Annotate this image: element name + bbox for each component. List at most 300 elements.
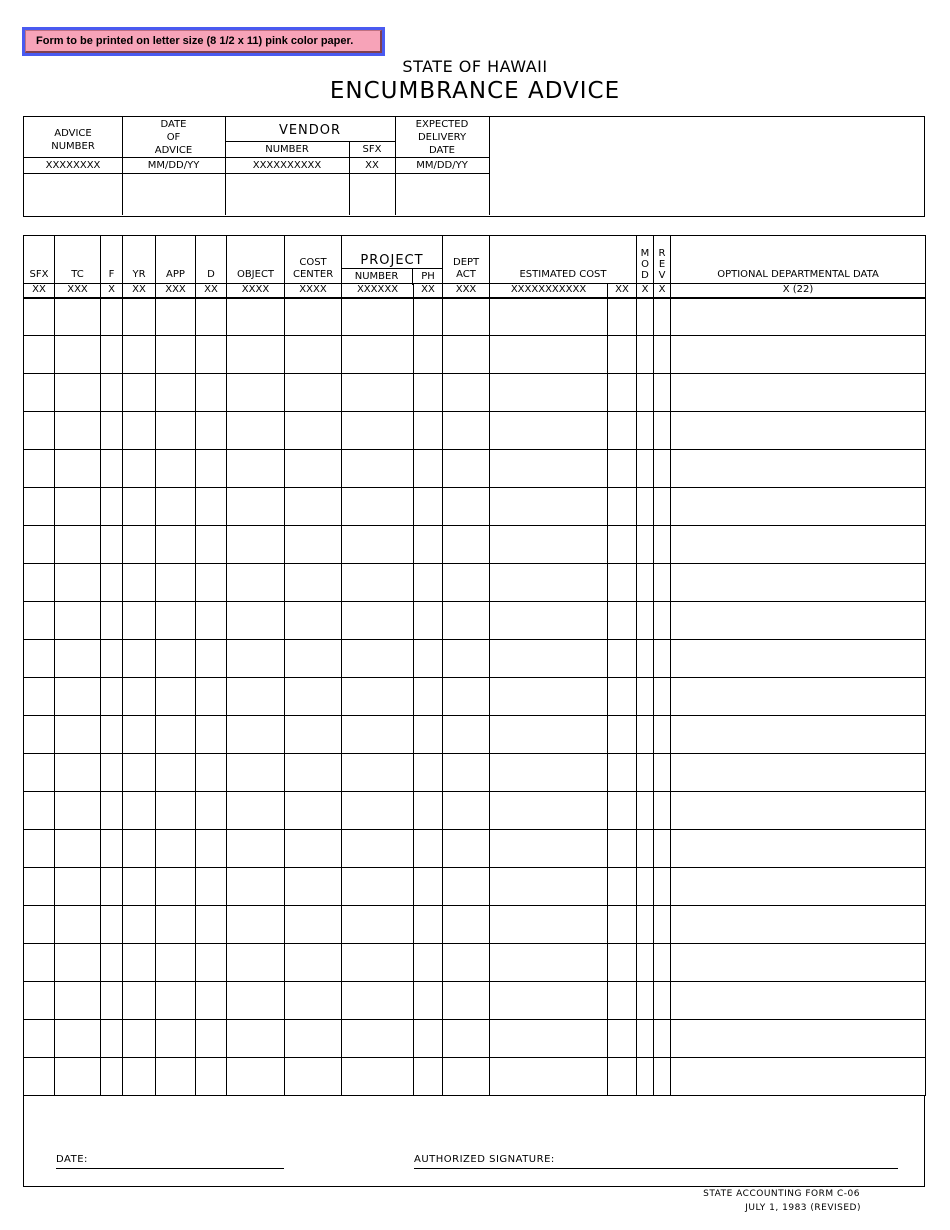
entry-cell[interactable] <box>414 602 443 640</box>
notes-box[interactable] <box>490 117 924 215</box>
entry-cell[interactable] <box>196 716 227 754</box>
entry-cell[interactable] <box>101 602 123 640</box>
entry-cell[interactable] <box>490 1058 608 1096</box>
entry-cell[interactable] <box>608 640 637 678</box>
entry-cell[interactable] <box>490 412 608 450</box>
entry-cell[interactable] <box>24 678 55 716</box>
entry-cell[interactable] <box>227 830 285 868</box>
entry-cell[interactable] <box>55 602 101 640</box>
entry-cell[interactable] <box>671 488 926 526</box>
entry-cell[interactable] <box>654 678 671 716</box>
entry-cell[interactable] <box>637 1058 654 1096</box>
entry-cell[interactable] <box>443 450 490 488</box>
entry-cell[interactable] <box>55 564 101 602</box>
entry-cell[interactable] <box>285 336 342 374</box>
entry-cell[interactable] <box>227 450 285 488</box>
entry-cell[interactable] <box>671 526 926 564</box>
entry-cell[interactable] <box>196 450 227 488</box>
entry-cell[interactable] <box>55 640 101 678</box>
entry-cell[interactable] <box>342 906 414 944</box>
entry-cell[interactable] <box>443 716 490 754</box>
entry-cell[interactable] <box>443 412 490 450</box>
entry-cell[interactable] <box>101 906 123 944</box>
entry-cell[interactable] <box>285 678 342 716</box>
entry-cell[interactable] <box>196 298 227 336</box>
entry-cell[interactable] <box>285 1058 342 1096</box>
entry-cell[interactable] <box>196 906 227 944</box>
entry-cell[interactable] <box>608 944 637 982</box>
entry-cell[interactable] <box>414 830 443 868</box>
entry-cell[interactable] <box>196 944 227 982</box>
entry-cell[interactable] <box>654 374 671 412</box>
entry-cell[interactable] <box>490 526 608 564</box>
entry-cell[interactable] <box>490 678 608 716</box>
entry-cell[interactable] <box>654 906 671 944</box>
entry-cell[interactable] <box>637 488 654 526</box>
entry-cell[interactable] <box>342 868 414 906</box>
entry-cell[interactable] <box>156 716 196 754</box>
entry-cell[interactable] <box>227 374 285 412</box>
entry-cell[interactable] <box>24 716 55 754</box>
entry-cell[interactable] <box>490 906 608 944</box>
entry-cell[interactable] <box>123 830 156 868</box>
entry-cell[interactable] <box>227 640 285 678</box>
entry-cell[interactable] <box>55 830 101 868</box>
entry-cell[interactable] <box>227 526 285 564</box>
entry-cell[interactable] <box>637 374 654 412</box>
entry-cell[interactable] <box>156 412 196 450</box>
vendor-sfx-input[interactable] <box>350 174 395 215</box>
entry-cell[interactable] <box>342 716 414 754</box>
entry-cell[interactable] <box>414 488 443 526</box>
entry-cell[interactable] <box>414 754 443 792</box>
entry-cell[interactable] <box>414 868 443 906</box>
entry-cell[interactable] <box>196 830 227 868</box>
entry-cell[interactable] <box>196 564 227 602</box>
entry-cell[interactable] <box>490 298 608 336</box>
entry-cell[interactable] <box>285 412 342 450</box>
entry-cell[interactable] <box>637 298 654 336</box>
entry-cell[interactable] <box>637 944 654 982</box>
entry-cell[interactable] <box>608 488 637 526</box>
entry-cell[interactable] <box>24 868 55 906</box>
entry-cell[interactable] <box>227 564 285 602</box>
entry-cell[interactable] <box>637 868 654 906</box>
entry-cell[interactable] <box>414 298 443 336</box>
entry-cell[interactable] <box>156 830 196 868</box>
entry-cell[interactable] <box>285 564 342 602</box>
entry-cell[interactable] <box>654 944 671 982</box>
entry-cell[interactable] <box>608 906 637 944</box>
entry-cell[interactable] <box>608 792 637 830</box>
entry-cell[interactable] <box>490 716 608 754</box>
entry-cell[interactable] <box>443 564 490 602</box>
entry-cell[interactable] <box>342 374 414 412</box>
advice-number-input[interactable] <box>24 174 122 215</box>
entry-cell[interactable] <box>196 868 227 906</box>
entry-cell[interactable] <box>443 906 490 944</box>
entry-cell[interactable] <box>24 982 55 1020</box>
entry-cell[interactable] <box>654 526 671 564</box>
entry-cell[interactable] <box>196 1058 227 1096</box>
entry-cell[interactable] <box>227 906 285 944</box>
entry-cell[interactable] <box>671 944 926 982</box>
entry-cell[interactable] <box>101 678 123 716</box>
entry-cell[interactable] <box>55 298 101 336</box>
entry-cell[interactable] <box>156 336 196 374</box>
entry-cell[interactable] <box>156 640 196 678</box>
entry-cell[interactable] <box>608 336 637 374</box>
entry-cell[interactable] <box>637 982 654 1020</box>
entry-cell[interactable] <box>654 830 671 868</box>
entry-cell[interactable] <box>637 450 654 488</box>
entry-cell[interactable] <box>24 526 55 564</box>
entry-cell[interactable] <box>671 450 926 488</box>
entry-cell[interactable] <box>55 754 101 792</box>
entry-cell[interactable] <box>196 982 227 1020</box>
entry-cell[interactable] <box>227 336 285 374</box>
entry-cell[interactable] <box>101 298 123 336</box>
entry-cell[interactable] <box>671 906 926 944</box>
entry-cell[interactable] <box>342 412 414 450</box>
entry-cell[interactable] <box>101 1058 123 1096</box>
vendor-number-input[interactable] <box>226 174 349 215</box>
entry-cell[interactable] <box>55 336 101 374</box>
entry-cell[interactable] <box>196 792 227 830</box>
entry-cell[interactable] <box>24 450 55 488</box>
entry-cell[interactable] <box>671 830 926 868</box>
entry-cell[interactable] <box>227 602 285 640</box>
entry-cell[interactable] <box>123 450 156 488</box>
entry-cell[interactable] <box>24 640 55 678</box>
entry-cell[interactable] <box>443 678 490 716</box>
entry-cell[interactable] <box>196 412 227 450</box>
entry-cell[interactable] <box>227 412 285 450</box>
entry-cell[interactable] <box>414 792 443 830</box>
entry-cell[interactable] <box>490 830 608 868</box>
entry-cell[interactable] <box>443 374 490 412</box>
entry-cell[interactable] <box>285 450 342 488</box>
entry-cell[interactable] <box>414 450 443 488</box>
entry-cell[interactable] <box>156 678 196 716</box>
entry-cell[interactable] <box>342 678 414 716</box>
entry-cell[interactable] <box>55 868 101 906</box>
entry-cell[interactable] <box>123 792 156 830</box>
entry-cell[interactable] <box>414 906 443 944</box>
entry-cell[interactable] <box>55 716 101 754</box>
entry-cell[interactable] <box>637 336 654 374</box>
entry-cell[interactable] <box>443 868 490 906</box>
entry-cell[interactable] <box>156 868 196 906</box>
entry-cell[interactable] <box>24 754 55 792</box>
entry-cell[interactable] <box>55 982 101 1020</box>
entry-cell[interactable] <box>24 564 55 602</box>
entry-cell[interactable] <box>196 640 227 678</box>
entry-cell[interactable] <box>443 298 490 336</box>
entry-cell[interactable] <box>24 412 55 450</box>
entry-cell[interactable] <box>654 336 671 374</box>
entry-cell[interactable] <box>55 678 101 716</box>
entry-cell[interactable] <box>490 374 608 412</box>
entry-cell[interactable] <box>101 640 123 678</box>
entry-cell[interactable] <box>285 640 342 678</box>
entry-cell[interactable] <box>637 754 654 792</box>
entry-cell[interactable] <box>55 1020 101 1058</box>
entry-cell[interactable] <box>654 868 671 906</box>
entry-cell[interactable] <box>24 1020 55 1058</box>
entry-cell[interactable] <box>443 1020 490 1058</box>
entry-cell[interactable] <box>414 640 443 678</box>
entry-cell[interactable] <box>414 982 443 1020</box>
authorized-signature-field[interactable]: AUTHORIZED SIGNATURE: <box>414 1154 898 1169</box>
entry-cell[interactable] <box>156 526 196 564</box>
entry-cell[interactable] <box>123 716 156 754</box>
entry-cell[interactable] <box>490 564 608 602</box>
entry-cell[interactable] <box>637 564 654 602</box>
entry-cell[interactable] <box>196 678 227 716</box>
entry-cell[interactable] <box>654 982 671 1020</box>
entry-cell[interactable] <box>227 868 285 906</box>
entry-cell[interactable] <box>671 412 926 450</box>
entry-cell[interactable] <box>443 982 490 1020</box>
entry-cell[interactable] <box>55 792 101 830</box>
entry-cell[interactable] <box>123 1020 156 1058</box>
entry-cell[interactable] <box>654 1058 671 1096</box>
entry-cell[interactable] <box>227 792 285 830</box>
entry-cell[interactable] <box>654 640 671 678</box>
entry-cell[interactable] <box>443 944 490 982</box>
entry-cell[interactable] <box>196 488 227 526</box>
entry-cell[interactable] <box>227 982 285 1020</box>
entry-cell[interactable] <box>671 716 926 754</box>
entry-cell[interactable] <box>342 298 414 336</box>
entry-cell[interactable] <box>101 982 123 1020</box>
entry-cell[interactable] <box>101 944 123 982</box>
entry-cell[interactable] <box>55 526 101 564</box>
entry-cell[interactable] <box>24 944 55 982</box>
entry-cell[interactable] <box>490 868 608 906</box>
entry-cell[interactable] <box>156 374 196 412</box>
entry-cell[interactable] <box>608 564 637 602</box>
entry-cell[interactable] <box>490 754 608 792</box>
entry-cell[interactable] <box>285 868 342 906</box>
entry-cell[interactable] <box>285 298 342 336</box>
entry-cell[interactable] <box>285 526 342 564</box>
entry-cell[interactable] <box>227 298 285 336</box>
entry-cell[interactable] <box>671 678 926 716</box>
entry-cell[interactable] <box>414 678 443 716</box>
entry-cell[interactable] <box>443 640 490 678</box>
entry-cell[interactable] <box>156 298 196 336</box>
entry-cell[interactable] <box>123 374 156 412</box>
entry-cell[interactable] <box>414 564 443 602</box>
entry-cell[interactable] <box>342 792 414 830</box>
entry-cell[interactable] <box>414 336 443 374</box>
entry-cell[interactable] <box>55 450 101 488</box>
delivery-date-input[interactable] <box>396 174 489 215</box>
entry-cell[interactable] <box>101 1020 123 1058</box>
entry-cell[interactable] <box>637 830 654 868</box>
entry-cell[interactable] <box>285 602 342 640</box>
entry-cell[interactable] <box>490 982 608 1020</box>
entry-cell[interactable] <box>342 754 414 792</box>
entry-cell[interactable] <box>24 602 55 640</box>
entry-cell[interactable] <box>156 754 196 792</box>
entry-cell[interactable] <box>123 906 156 944</box>
entry-cell[interactable] <box>101 754 123 792</box>
entry-cell[interactable] <box>227 1058 285 1096</box>
entry-cell[interactable] <box>196 526 227 564</box>
entry-cell[interactable] <box>101 412 123 450</box>
entry-cell[interactable] <box>671 374 926 412</box>
entry-cell[interactable] <box>671 1020 926 1058</box>
entry-cell[interactable] <box>490 450 608 488</box>
entry-cell[interactable] <box>342 830 414 868</box>
entry-cell[interactable] <box>342 1058 414 1096</box>
entry-cell[interactable] <box>414 374 443 412</box>
entry-cell[interactable] <box>608 982 637 1020</box>
entry-cell[interactable] <box>123 488 156 526</box>
entry-cell[interactable] <box>227 754 285 792</box>
entry-cell[interactable] <box>443 1058 490 1096</box>
entry-cell[interactable] <box>654 412 671 450</box>
entry-cell[interactable] <box>342 944 414 982</box>
entry-cell[interactable] <box>342 982 414 1020</box>
entry-cell[interactable] <box>227 944 285 982</box>
entry-cell[interactable] <box>342 640 414 678</box>
entry-cell[interactable] <box>414 944 443 982</box>
entry-cell[interactable] <box>24 298 55 336</box>
entry-cell[interactable] <box>671 792 926 830</box>
entry-cell[interactable] <box>608 1058 637 1096</box>
entry-cell[interactable] <box>227 488 285 526</box>
entry-cell[interactable] <box>123 754 156 792</box>
entry-cell[interactable] <box>490 1020 608 1058</box>
entry-cell[interactable] <box>342 336 414 374</box>
entry-cell[interactable] <box>414 526 443 564</box>
entry-cell[interactable] <box>196 754 227 792</box>
entry-cell[interactable] <box>24 374 55 412</box>
entry-cell[interactable] <box>608 868 637 906</box>
entry-cell[interactable] <box>285 982 342 1020</box>
entry-cell[interactable] <box>414 1020 443 1058</box>
entry-cell[interactable] <box>55 944 101 982</box>
entry-cell[interactable] <box>637 640 654 678</box>
entry-cell[interactable] <box>285 906 342 944</box>
entry-cell[interactable] <box>342 488 414 526</box>
entry-cell[interactable] <box>156 564 196 602</box>
entry-cell[interactable] <box>55 488 101 526</box>
entry-cell[interactable] <box>55 1058 101 1096</box>
entry-cell[interactable] <box>101 488 123 526</box>
entry-cell[interactable] <box>101 716 123 754</box>
entry-cell[interactable] <box>490 944 608 982</box>
entry-cell[interactable] <box>24 336 55 374</box>
entry-cell[interactable] <box>285 1020 342 1058</box>
date-of-advice-input[interactable] <box>123 174 225 215</box>
entry-cell[interactable] <box>285 754 342 792</box>
entry-cell[interactable] <box>342 526 414 564</box>
entry-cell[interactable] <box>637 1020 654 1058</box>
entry-cell[interactable] <box>196 374 227 412</box>
entry-cell[interactable] <box>156 944 196 982</box>
entry-cell[interactable] <box>123 564 156 602</box>
entry-cell[interactable] <box>227 678 285 716</box>
entry-cell[interactable] <box>123 336 156 374</box>
entry-cell[interactable] <box>156 982 196 1020</box>
entry-cell[interactable] <box>156 1058 196 1096</box>
entry-cell[interactable] <box>24 488 55 526</box>
entry-cell[interactable] <box>123 944 156 982</box>
entry-cell[interactable] <box>101 374 123 412</box>
entry-cell[interactable] <box>608 526 637 564</box>
entry-cell[interactable] <box>101 564 123 602</box>
entry-cell[interactable] <box>285 488 342 526</box>
entry-cell[interactable] <box>671 298 926 336</box>
entry-cell[interactable] <box>123 526 156 564</box>
entry-cell[interactable] <box>608 374 637 412</box>
entry-cell[interactable] <box>156 906 196 944</box>
entry-cell[interactable] <box>608 298 637 336</box>
entry-cell[interactable] <box>285 944 342 982</box>
entry-cell[interactable] <box>342 564 414 602</box>
entry-cell[interactable] <box>156 602 196 640</box>
entry-cell[interactable] <box>123 678 156 716</box>
entry-cell[interactable] <box>24 830 55 868</box>
entry-cell[interactable] <box>654 564 671 602</box>
entry-cell[interactable] <box>608 602 637 640</box>
entry-cell[interactable] <box>608 412 637 450</box>
entry-cell[interactable] <box>342 602 414 640</box>
entry-cell[interactable] <box>490 640 608 678</box>
entry-cell[interactable] <box>414 412 443 450</box>
entry-cell[interactable] <box>608 678 637 716</box>
entry-cell[interactable] <box>123 602 156 640</box>
entry-cell[interactable] <box>342 450 414 488</box>
entry-cell[interactable] <box>654 792 671 830</box>
entry-cell[interactable] <box>490 336 608 374</box>
entry-cell[interactable] <box>196 336 227 374</box>
entry-cell[interactable] <box>285 716 342 754</box>
entry-cell[interactable] <box>414 716 443 754</box>
entry-cell[interactable] <box>490 488 608 526</box>
entry-cell[interactable] <box>24 792 55 830</box>
entry-cell[interactable] <box>654 602 671 640</box>
entry-cell[interactable] <box>443 792 490 830</box>
entry-cell[interactable] <box>24 1058 55 1096</box>
entry-cell[interactable] <box>637 526 654 564</box>
entry-cell[interactable] <box>608 450 637 488</box>
entry-cell[interactable] <box>608 716 637 754</box>
entry-cell[interactable] <box>123 640 156 678</box>
entry-cell[interactable] <box>101 526 123 564</box>
entry-cell[interactable] <box>637 678 654 716</box>
entry-cell[interactable] <box>671 564 926 602</box>
entry-cell[interactable] <box>123 982 156 1020</box>
entry-cell[interactable] <box>55 412 101 450</box>
entry-cell[interactable] <box>123 868 156 906</box>
entry-cell[interactable] <box>24 906 55 944</box>
entry-cell[interactable] <box>101 868 123 906</box>
entry-cell[interactable] <box>227 716 285 754</box>
entry-cell[interactable] <box>637 792 654 830</box>
entry-cell[interactable] <box>671 1058 926 1096</box>
entry-cell[interactable] <box>285 830 342 868</box>
entry-cell[interactable] <box>285 374 342 412</box>
entry-cell[interactable] <box>101 830 123 868</box>
entry-cell[interactable] <box>608 830 637 868</box>
entry-cell[interactable] <box>196 1020 227 1058</box>
